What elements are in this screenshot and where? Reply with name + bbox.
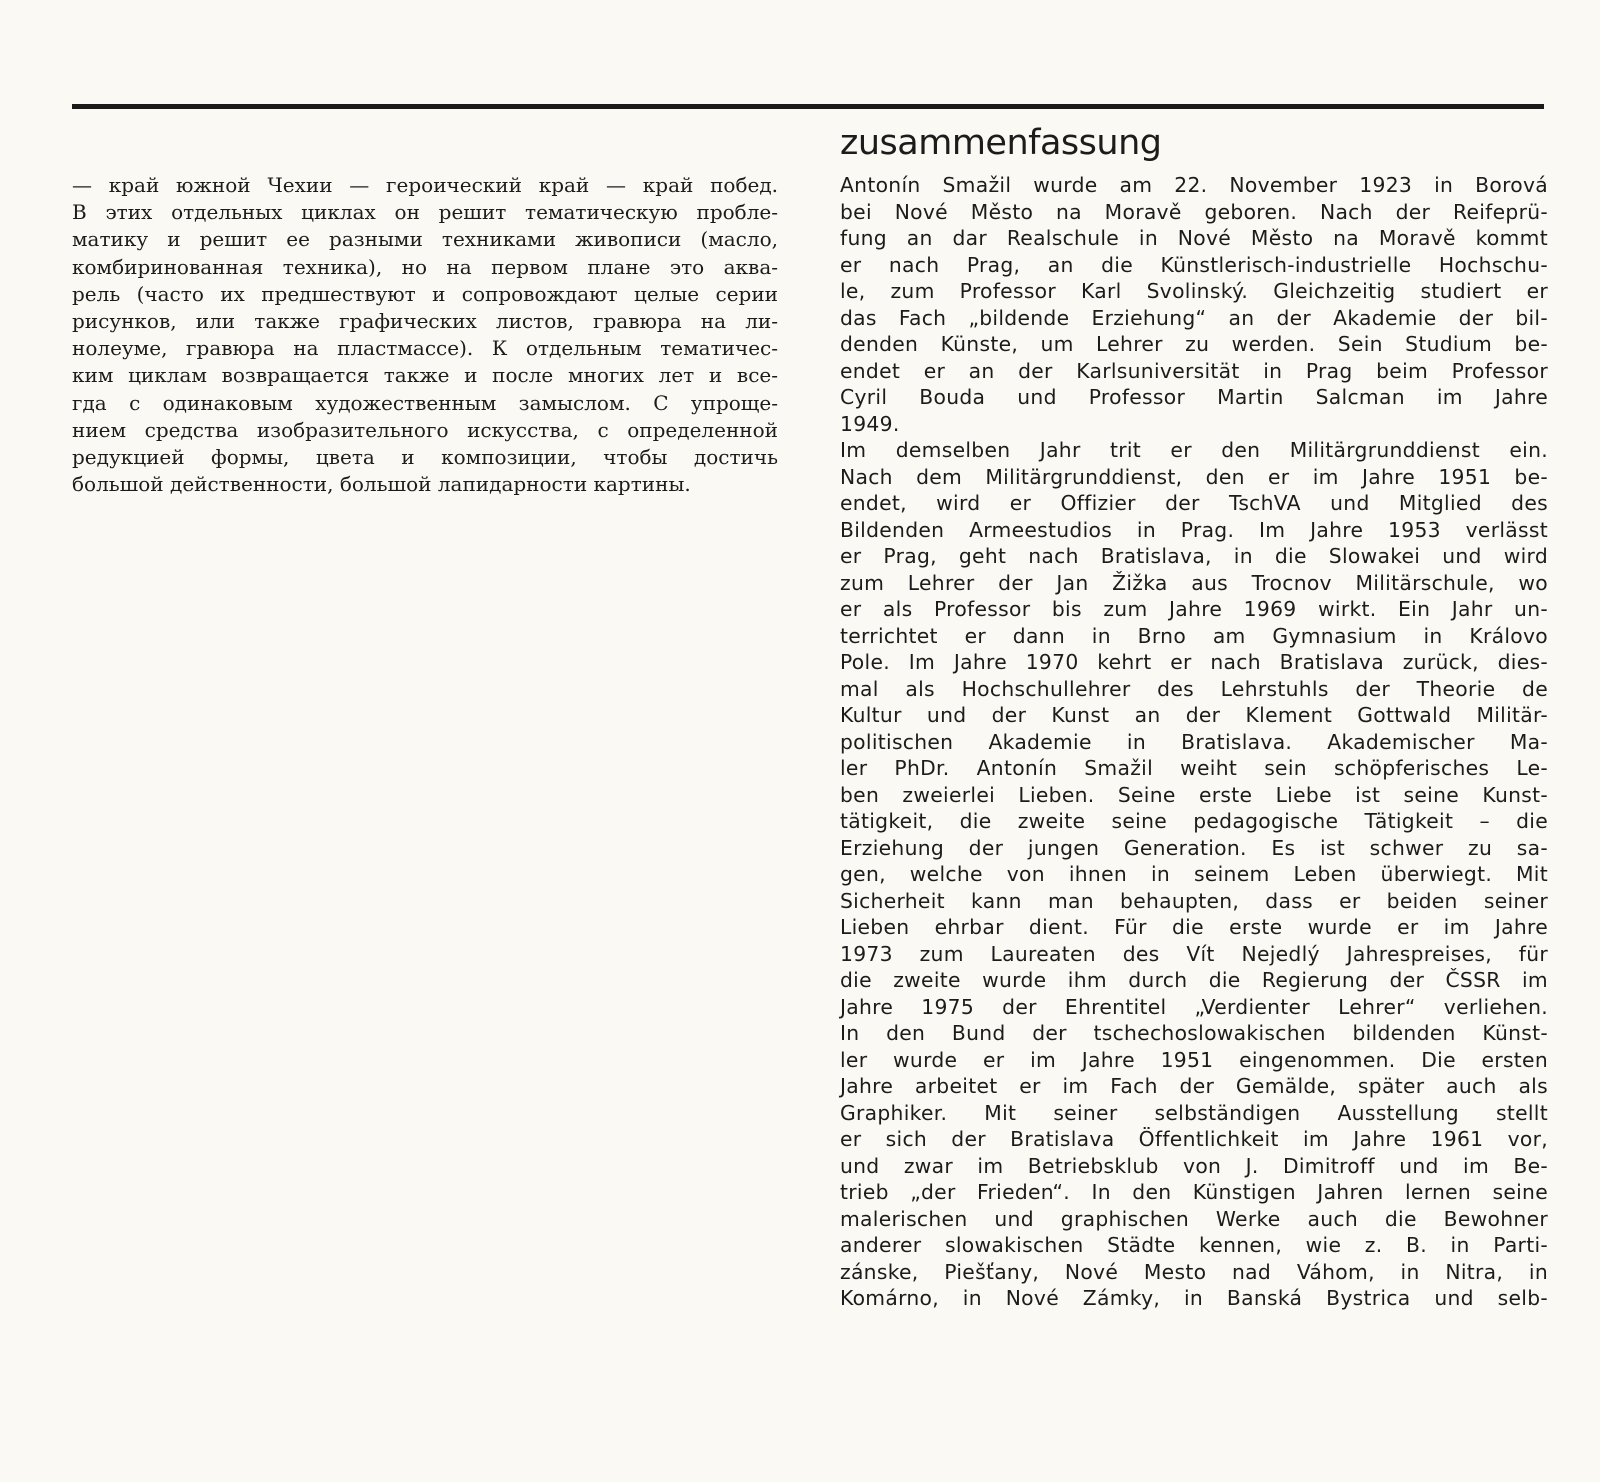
summary-line: gen, welche von ihnen in seinem Leben überwiegt. Mit <box>840 862 1548 886</box>
left-column-russian-text <box>72 172 778 498</box>
summary-line: Graphiker. Mit seiner selbständigen Ausstellung stellt <box>840 1100 1548 1125</box>
summary-line: 1973 zum Laureaten des Vít Nejedlý Jahrespreises, für <box>840 941 1548 966</box>
summary-line: ben zweierlei Lieben. Seine erste Liebe ist seine Kunst- <box>840 782 1548 807</box>
section-heading: zusammenfassung <box>840 123 1162 163</box>
left-line: В этих отдельных циклах он решит тематическую пробле- <box>72 200 778 225</box>
summary-line: politischen Akademie in Bratislava. Akademischer Ma- <box>840 729 1548 754</box>
summary-line: endet, wird er Offizier der TschVA und Mitglied des <box>840 491 1548 515</box>
summary-line: In den Bund der tschechoslowakischen bildenden Künst- <box>840 1021 1548 1045</box>
summary-line: 1949. <box>840 411 900 436</box>
summary-line: Jahre 1975 der Ehrentitel „Verdienter Lehrer“ verliehen. <box>840 994 1548 1019</box>
summary-line: trieb „der Frieden“. In den Künstigen Jahren lernen seine <box>840 1180 1548 1204</box>
summary-paragraph-2 <box>840 437 1548 1312</box>
summary-line: anderer slowakischen Städte kennen, wie z. B. in Parti- <box>840 1233 1548 1257</box>
summary-line: le, zum Professor Karl Svolinský. Gleichzeitig studiert er <box>840 279 1548 303</box>
summary-line: tätigkeit, die zweite seine pedagogische Tätigkeit – die <box>840 809 1548 833</box>
left-line: — край южной Чехии — героический край — край побед. <box>72 173 778 197</box>
summary-line: Cyril Bouda und Professor Martin Salcman im Jahre <box>840 385 1548 409</box>
left-line: большой действенности, большой лапидарности картины. <box>72 472 691 497</box>
summary-line: Nach dem Militärgrunddienst, den er im Jahre 1951 be- <box>840 464 1548 489</box>
summary-line: malerischen und graphischen Werke auch die Bewohner <box>840 1206 1548 1231</box>
left-line: гда с одинаковым художественным замыслом. С упроще- <box>72 390 778 415</box>
right-column-german-summary <box>840 118 1548 1312</box>
summary-line: terrichtet er dann in Brno am Gymnasium in Královo <box>840 623 1548 648</box>
summary-line: denden Künste, um Lehrer zu werden. Sein Studium be- <box>840 332 1548 356</box>
summary-line: Kultur und der Kunst an der Klement Gottwald Militär- <box>840 703 1548 727</box>
left-line: матику и решит ее разными техниками живописи (масло, <box>72 227 778 252</box>
summary-line: er nach Prag, an die Künstlerisch-industrielle Hochschu- <box>840 252 1548 277</box>
summary-line: Sicherheit kann man behaupten, dass er beiden seiner <box>840 888 1548 913</box>
summary-line: Lieben ehrbar dient. Für die erste wurde er im Jahre <box>840 915 1548 939</box>
summary-line: das Fach „bildende Erziehung“ an der Akademie der bil- <box>840 305 1548 330</box>
left-line: рисунков, или также графических листов, гравюра на ли- <box>72 309 778 334</box>
left-line: ким циклам возвращается также и после многих лет и все- <box>72 363 778 388</box>
left-line: рель (часто их предшествуют и сопровождают целые серии <box>72 281 778 306</box>
summary-line: endet er an der Karlsuniversität in Prag beim Professor <box>840 358 1548 383</box>
summary-line: Im demselben Jahr trit er den Militärgrunddienst ein. <box>840 438 1548 462</box>
summary-line: zánske, Piešťany, Nové Mesto nad Váhom, in Nitra, in <box>840 1259 1548 1284</box>
summary-line: Jahre arbeitet er im Fach der Gemälde, später auch als <box>840 1074 1548 1098</box>
summary-line: zum Lehrer der Jan Žižka aus Trocnov Militärschule, wo <box>840 570 1548 595</box>
left-line: редукцией формы, цвета и композиции, чтобы достичь <box>72 445 778 470</box>
left-line: комбиринованная техника), но на первом плане это аква- <box>72 254 778 279</box>
summary-line: er als Professor bis zum Jahre 1969 wirkt. Ein Jahr un- <box>840 597 1548 621</box>
summary-line: ler PhDr. Antonín Smažil weiht sein schöpferisches Le- <box>840 756 1548 780</box>
summary-line: Antonín Smažil wurde am 22. November 1923 in Borová <box>840 173 1548 197</box>
summary-line: er sich der Bratislava Öffentlichkeit im Jahre 1961 vor, <box>840 1127 1548 1151</box>
summary-line: Bildenden Armeestudios in Prag. Im Jahre 1953 verlässt <box>840 517 1548 542</box>
summary-line: Erziehung der jungen Generation. Es ist schwer zu sa- <box>840 835 1548 860</box>
summary-line: mal als Hochschullehrer des Lehrstuhls der Theorie de <box>840 676 1548 701</box>
summary-line: er Prag, geht nach Bratislava, in die Slowakei und wird <box>840 544 1548 568</box>
summary-line: Komárno, in Nové Zámky, in Banská Bystrica und selb- <box>840 1286 1548 1310</box>
left-line: нием средства изобразительного искусства, с определенной <box>72 417 778 442</box>
top-rule <box>72 104 1544 109</box>
summary-line: und zwar im Betriebsklub von J. Dimitroff und im Be- <box>840 1153 1548 1178</box>
left-line: нолеуме, гравюра на пластмассе). К отдельным тематичес- <box>72 336 778 361</box>
summary-paragraph-1 <box>840 172 1548 437</box>
summary-line: die zweite wurde ihm durch die Regierung der ČSSR im <box>840 968 1548 992</box>
summary-line: ler wurde er im Jahre 1951 eingenommen. Die ersten <box>840 1047 1548 1072</box>
summary-line: bei Nové Město na Moravě geboren. Nach der Reifeprü- <box>840 199 1548 224</box>
summary-line: fung an dar Realschule in Nové Město na Moravě kommt <box>840 226 1548 250</box>
summary-line: Pole. Im Jahre 1970 kehrt er nach Bratislava zurück, dies- <box>840 650 1548 674</box>
